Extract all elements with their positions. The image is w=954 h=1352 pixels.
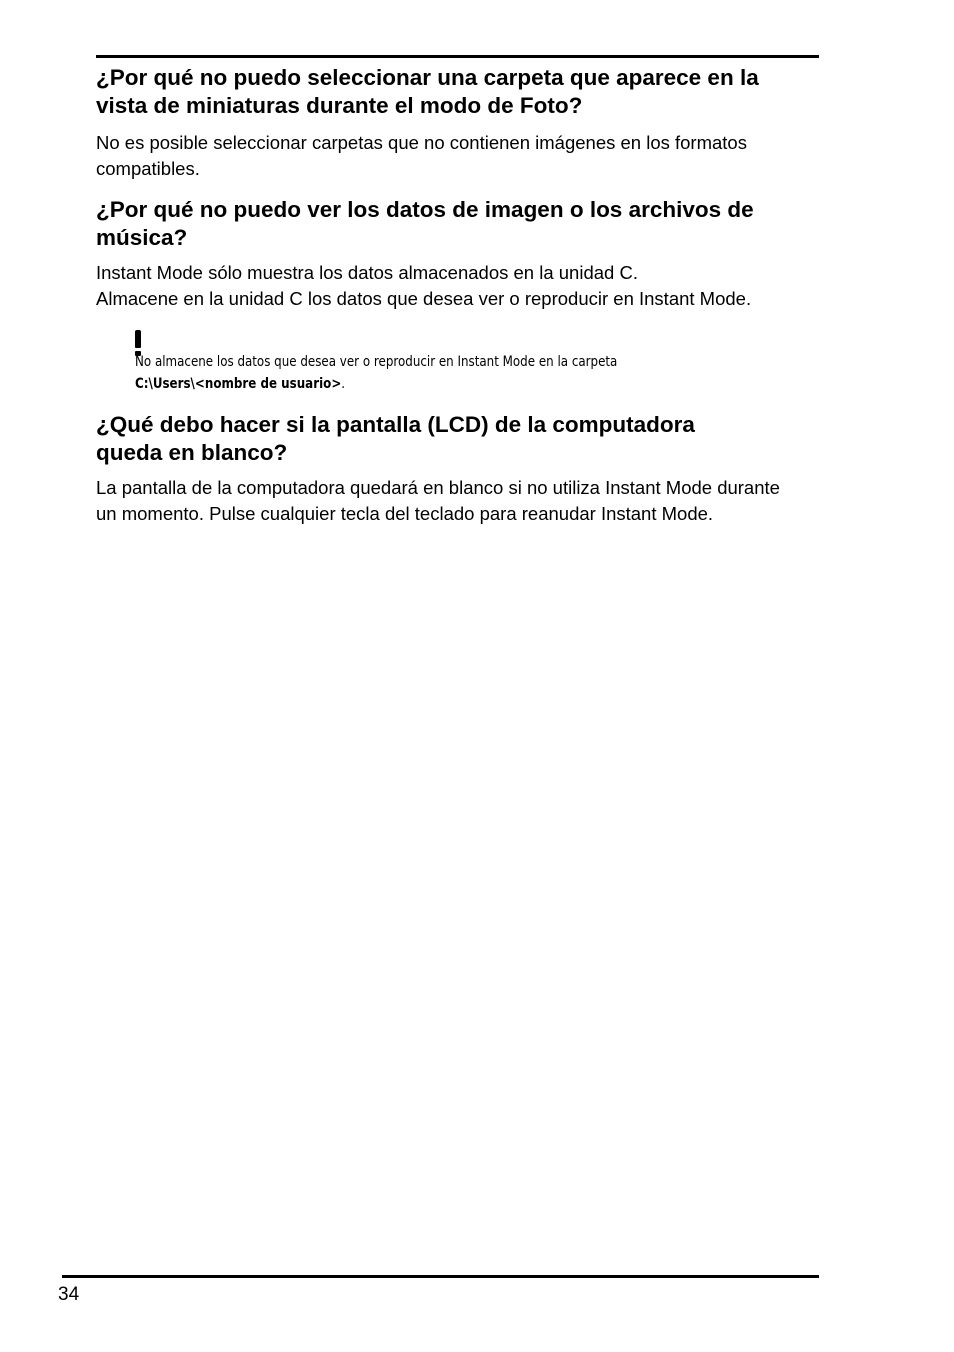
faq-section-folder-selection — [96, 64, 826, 182]
faq-section-view-data — [96, 196, 826, 395]
section-heading: ¿Por qué no puedo ver los datos de imagen o los archivos de música? — [96, 197, 754, 250]
section-heading: ¿Por qué no puedo seleccionar una carpeta que aparece en la vista de miniaturas durante el modo de Foto? — [96, 65, 759, 118]
section-heading: ¿Qué debo hacer si la pantalla (LCD) de la computadora queda en blanco? — [96, 412, 695, 465]
note-text: No almacene los datos que desea ver o reproducir en Instant Mode en la carpeta C:\Users\<nombre de usuario>. — [135, 354, 618, 392]
section-body: La pantalla de la computadora quedará en blanco si no utiliza Instant Mode durante un momento. Pulse cualquier tecla del teclado para reanudar Instant Mode. — [96, 477, 780, 524]
page-number: 34 — [58, 1284, 80, 1305]
section-body: Instant Mode sólo muestra los datos almacenados en la unidad C. Almacene en la unidad C los datos que desea ver o reproducir en Instant Mode. — [96, 262, 752, 309]
faq-section-blank-screen — [96, 411, 826, 527]
note-folder-path: C:\Users\<nombre de usuario> — [135, 376, 342, 392]
warning-note — [135, 330, 826, 395]
top-rule — [96, 55, 819, 58]
bottom-rule — [62, 1275, 819, 1278]
section-body: No es posible seleccionar carpetas que no contienen imágenes en los formatos compatibles. — [96, 132, 747, 179]
page-content — [96, 64, 826, 527]
